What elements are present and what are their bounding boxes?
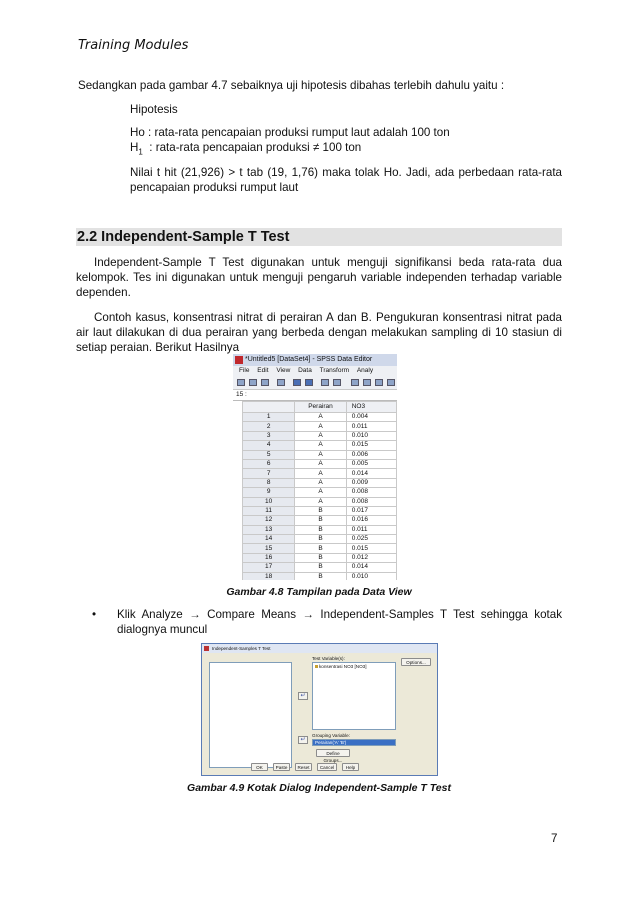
row-number[interactable]: 5	[243, 450, 295, 459]
cell-perairan[interactable]: A	[295, 450, 346, 459]
hypothesis-label: Hipotesis	[130, 103, 178, 116]
row-number[interactable]: 1	[243, 413, 295, 422]
table-row	[243, 459, 397, 468]
spss-data-editor-screenshot	[233, 354, 397, 580]
cell-no3[interactable]: 0.011	[346, 525, 396, 534]
move-to-grouping-arrow-icon[interactable]: ↵	[298, 736, 308, 744]
table-row	[243, 553, 397, 562]
cell-no3[interactable]: 0.004	[346, 413, 396, 422]
spss-toolbar	[233, 376, 397, 390]
cell-no3[interactable]: 0.008	[346, 497, 396, 506]
cell-perairan[interactable]: A	[295, 441, 346, 450]
table-row	[243, 544, 397, 553]
row-number[interactable]: 17	[243, 563, 295, 572]
table-row	[243, 450, 397, 459]
cell-perairan[interactable]: A	[295, 431, 346, 440]
move-to-test-arrow-icon[interactable]: ↵	[298, 692, 308, 700]
test-variable-label: Test Variable(s):	[312, 656, 345, 661]
cell-perairan[interactable]: A	[295, 488, 346, 497]
cell-perairan[interactable]: A	[295, 497, 346, 506]
table-row	[243, 563, 397, 572]
ok-button[interactable]: OK	[251, 763, 268, 771]
cell-no3[interactable]: 0.010	[346, 572, 396, 580]
cell-perairan[interactable]: A	[295, 413, 346, 422]
goto-case-icon[interactable]	[321, 379, 329, 386]
bullet-marker: •	[92, 608, 97, 621]
help-button[interactable]: Help	[342, 763, 359, 771]
cell-perairan[interactable]: B	[295, 553, 346, 562]
column-header-perairan[interactable]: Perairan	[295, 402, 346, 413]
cell-perairan[interactable]: A	[295, 469, 346, 478]
h1-text: : rata-rata pencapaian produksi ≠ 100 ton	[142, 141, 362, 154]
row-number[interactable]: 8	[243, 478, 295, 487]
cell-no3[interactable]: 0.014	[346, 469, 396, 478]
dialog-recall-icon[interactable]	[277, 379, 285, 386]
options-button[interactable]: Options...	[401, 658, 431, 666]
row-number[interactable]: 3	[243, 431, 295, 440]
table-row	[243, 506, 397, 515]
grouping-variable-label: Grouping Variable:	[312, 733, 350, 738]
h0-statement: Ho : rata-rata pencapaian produksi rumput laut adalah 100 ton	[130, 126, 450, 139]
table-row	[243, 516, 397, 525]
redo-icon[interactable]	[305, 379, 313, 386]
insert-case-icon[interactable]	[363, 379, 371, 386]
column-header-no3[interactable]: NO3	[346, 402, 396, 413]
spss-app-icon	[235, 356, 243, 364]
row-number[interactable]: 16	[243, 553, 295, 562]
h1-symbol: H	[130, 141, 139, 154]
cell-editor[interactable]	[233, 390, 397, 401]
conclusion-text: Nilai t hit (21,926) > t tab (19, 1,76) maka tolak Ho. Jadi, ada perbedaan rata-rata pencapaian produksi rumput laut	[130, 166, 562, 194]
cell-no3[interactable]: 0.025	[346, 535, 396, 544]
independent-t-test-dialog-screenshot	[201, 643, 438, 776]
row-number[interactable]: 6	[243, 459, 295, 468]
intro-text: Sedangkan pada gambar 4.7 sebaiknya uji hipotesis dibahas terlebih dahulu yaitu :	[78, 79, 505, 92]
save-icon[interactable]	[249, 379, 257, 386]
row-number-header	[243, 402, 295, 413]
spss-title-bar	[233, 354, 397, 366]
test-variable-list[interactable]	[312, 662, 396, 730]
cell-no3[interactable]: 0.005	[346, 459, 396, 468]
cell-perairan[interactable]: A	[295, 459, 346, 468]
test-variable-item-label: konsentrasi NO3 [NO3]	[319, 664, 367, 669]
figure-caption-dialog: Gambar 4.9 Kotak Dialog Independent-Sample T Test	[187, 782, 451, 794]
cell-perairan[interactable]: B	[295, 506, 346, 515]
table-row	[243, 488, 397, 497]
paragraph-definition: Independent-Sample T Test digunakan untuk menguji signifikansi beda rata-rata dua kelompok. Tes ini digunakan untuk menguji pengaruh variable independen terhadap variable dependen.	[76, 256, 562, 299]
cell-perairan[interactable]: A	[295, 422, 346, 431]
cell-no3[interactable]: 0.014	[346, 563, 396, 572]
cell-perairan[interactable]: B	[295, 563, 346, 572]
row-number[interactable]: 11	[243, 506, 295, 515]
cell-no3[interactable]: 0.009	[346, 478, 396, 487]
scale-variable-icon	[315, 665, 318, 668]
table-row	[243, 469, 397, 478]
row-number[interactable]: 2	[243, 422, 295, 431]
menu-file[interactable]: File	[239, 367, 250, 374]
spss-menu-bar	[233, 366, 397, 376]
cell-perairan[interactable]: B	[295, 525, 346, 534]
reset-button[interactable]: Reset	[295, 763, 312, 771]
row-number[interactable]: 14	[243, 535, 295, 544]
table-row	[243, 431, 397, 440]
row-number[interactable]: 15	[243, 544, 295, 553]
cell-no3[interactable]: 0.016	[346, 516, 396, 525]
cell-no3[interactable]: 0.015	[346, 544, 396, 553]
cell-perairan[interactable]: A	[295, 478, 346, 487]
row-number[interactable]: 12	[243, 516, 295, 525]
table-row	[243, 422, 397, 431]
dialog-title: Independent-Samples T Test	[212, 646, 271, 651]
section-heading: 2.2 Independent-Sample T Test	[76, 228, 562, 246]
source-variable-list[interactable]	[209, 662, 292, 768]
cell-no3[interactable]: 0.006	[346, 450, 396, 459]
print-icon[interactable]	[261, 379, 269, 386]
grouping-variable-field[interactable]: Perairan('A' 'B')	[312, 739, 396, 746]
menu-analyze[interactable]: Analy	[356, 367, 374, 374]
bullet-text: Klik Analyze → Compare Means → Independent-Samples T Test sehingga kotak dialognya muncul	[117, 608, 562, 636]
cell-perairan[interactable]: B	[295, 535, 346, 544]
table-row	[243, 413, 397, 422]
row-number[interactable]: 13	[243, 525, 295, 534]
table-row	[243, 572, 397, 580]
menu-data[interactable]: Data	[298, 367, 312, 374]
menu-view[interactable]: View	[276, 367, 291, 374]
dialog-title-bar	[202, 644, 437, 653]
define-groups-button[interactable]: Define Groups...	[316, 749, 350, 757]
cell-no3[interactable]: 0.012	[346, 553, 396, 562]
row-number[interactable]: 7	[243, 469, 295, 478]
menu-edit[interactable]: Edit	[257, 367, 269, 374]
split-file-icon[interactable]	[387, 379, 395, 386]
spss-data-grid	[242, 401, 397, 580]
row-number[interactable]: 9	[243, 488, 295, 497]
page-number: 7	[551, 832, 558, 845]
table-row	[243, 441, 397, 450]
cell-perairan[interactable]: B	[295, 516, 346, 525]
cancel-button[interactable]: Cancel	[317, 763, 337, 771]
spss-window-title: *Untitled5 [DataSet4] - SPSS Data Editor	[245, 356, 373, 363]
figure-caption-data-view: Gambar 4.8 Tampilan pada Data View	[226, 586, 412, 598]
h1-statement	[130, 140, 560, 159]
find-icon[interactable]	[351, 379, 359, 386]
row-number[interactable]: 4	[243, 441, 295, 450]
grid-header-row	[243, 402, 397, 413]
paste-button[interactable]: Paste	[273, 763, 290, 771]
table-row	[243, 478, 397, 487]
table-row	[243, 535, 397, 544]
h1-subscript: 1	[138, 147, 143, 157]
cell-no3[interactable]: 0.011	[346, 422, 396, 431]
dialog-app-icon	[204, 646, 209, 651]
open-icon[interactable]	[237, 379, 245, 386]
cell-reference: 15 :	[236, 391, 247, 398]
running-header: Training Modules	[78, 38, 189, 53]
table-row	[243, 525, 397, 534]
cell-no3[interactable]: 0.008	[346, 488, 396, 497]
cell-perairan[interactable]: B	[295, 544, 346, 553]
cell-perairan[interactable]: B	[295, 572, 346, 580]
cell-no3[interactable]: 0.010	[346, 431, 396, 440]
menu-transform[interactable]: Transform	[319, 367, 350, 374]
undo-icon[interactable]	[293, 379, 301, 386]
row-number[interactable]: 18	[243, 572, 295, 580]
row-number[interactable]: 10	[243, 497, 295, 506]
cell-no3[interactable]: 0.017	[346, 506, 396, 515]
cell-no3[interactable]: 0.015	[346, 441, 396, 450]
paragraph-example: Contoh kasus, konsentrasi nitrat di perairan A dan B. Pengukuran konsentrasi nitrat pada air laut dilakukan di dua perairan yang berbeda dengan melakukan sampling di 10 stasiun di setiap peraian. Berikut Hasilnya	[76, 311, 562, 354]
variables-icon[interactable]	[333, 379, 341, 386]
insert-variable-icon[interactable]	[375, 379, 383, 386]
test-variable-item[interactable]	[315, 664, 367, 669]
table-row	[243, 497, 397, 506]
